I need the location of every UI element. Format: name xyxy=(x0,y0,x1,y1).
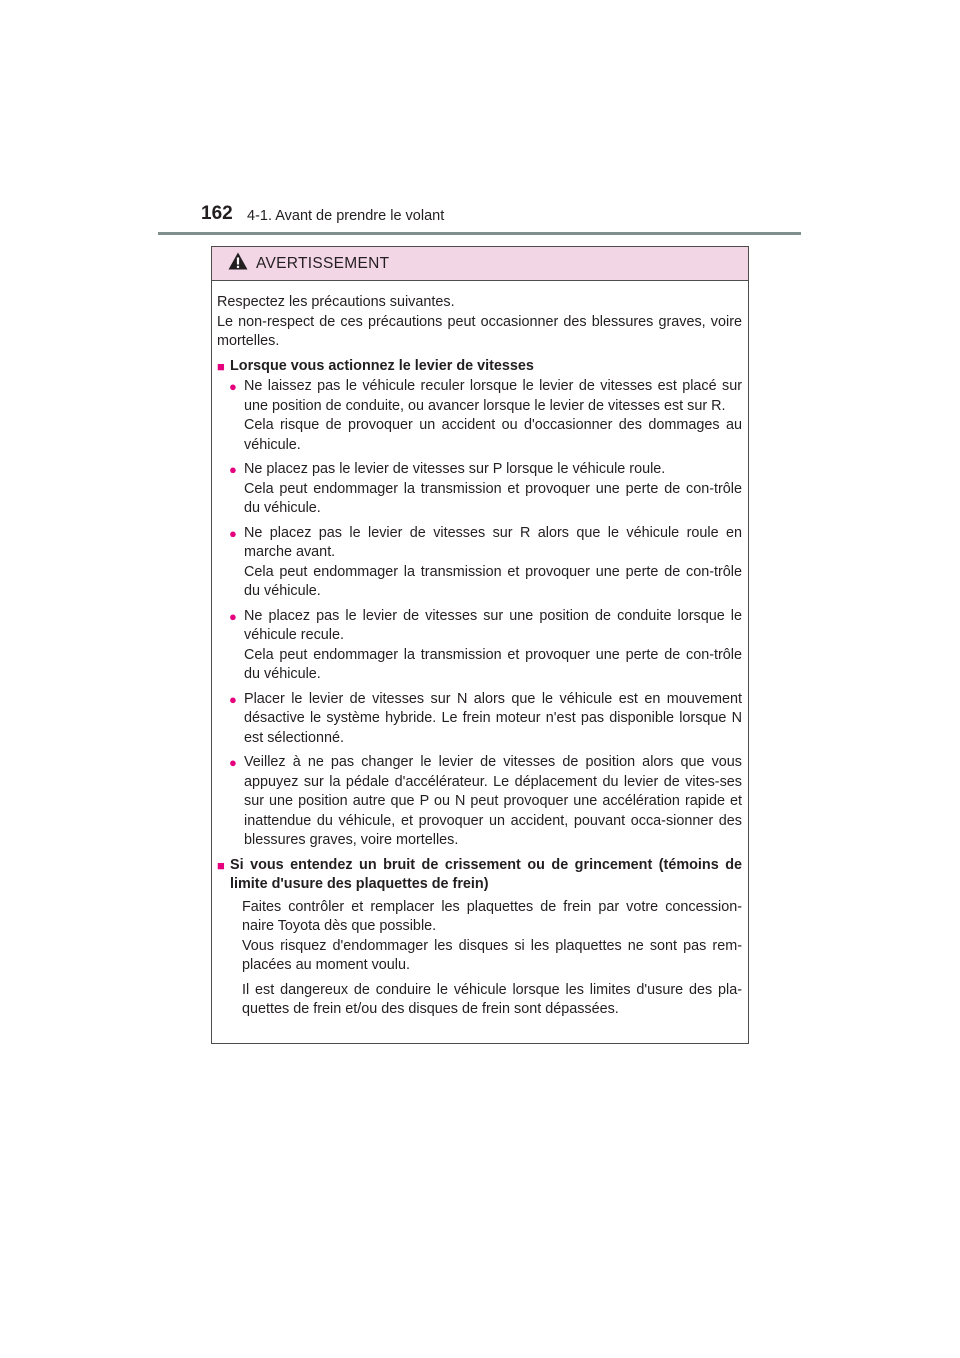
warning-box xyxy=(211,246,749,1044)
paragraph-line: Faites contrôler et remplacer les plaquettes de frein par votre concession-naire Toyota dès que possible. xyxy=(242,898,742,934)
bullet-line: Cela peut endommager la transmission et provoquer une perte de con-trôle du véhicule. xyxy=(244,646,742,682)
bullet-line: Ne placez pas le levier de vitesses sur une position de conduite lorsque le véhicule recule. xyxy=(244,607,742,643)
bullet-item xyxy=(229,460,742,519)
warning-triangle-icon xyxy=(228,252,256,275)
bullet-line: Placer le levier de vitesses sur N alors que le véhicule est en mouvement désactive le système hybride. Le frein moteur n'est pas disponible lorsque N est sélectionné. xyxy=(244,690,742,746)
square-bullet-icon: ■ xyxy=(217,857,225,873)
section-paragraph xyxy=(242,981,742,1020)
section-heading: ■ Si vous entendez un bruit de crissement ou de grincement (témoins de limite d'usure des plaquettes de frein) xyxy=(217,856,742,895)
paragraph-line: Vous risquez d'endommager les disques si les plaquettes ne sont pas rem-placées au moment voulu. xyxy=(242,937,742,973)
circle-bullet-icon: ● xyxy=(229,379,237,394)
bullet-line: Cela peut endommager la transmission et provoquer une perte de con-trôle du véhicule. xyxy=(244,480,742,516)
intro-paragraph xyxy=(217,293,742,352)
warning-header xyxy=(212,247,748,281)
intro-line: Le non-respect de ces précautions peut occasionner des blessures graves, voire mortelles. xyxy=(217,313,742,349)
bullet-item xyxy=(229,753,742,851)
intro-line: Respectez les précautions suivantes. xyxy=(217,294,455,310)
section-heading: ■ Lorsque vous actionnez le levier de vitesses xyxy=(217,357,742,377)
section-title: 4-1. Avant de prendre le volant xyxy=(247,208,445,224)
warning-body xyxy=(212,281,748,1020)
bullet-line: Ne laissez pas le véhicule reculer lorsque le levier de vitesses est placé sur une position de conduite, ou avancer lorsque le levier de vitesses est sur R. xyxy=(244,378,742,414)
warning-title: AVERTISSEMENT xyxy=(256,254,390,272)
bullet-item xyxy=(229,377,742,455)
paragraph-line: Il est dangereux de conduire le véhicule lorsque les limites d'usure des pla-quettes de frein et/ou des disques de frein sont dépassées. xyxy=(242,981,742,1017)
circle-bullet-icon: ● xyxy=(229,608,237,624)
circle-bullet-icon: ● xyxy=(229,755,237,770)
section-paragraph xyxy=(242,898,742,976)
circle-bullet-icon: ● xyxy=(229,691,237,707)
bullet-item xyxy=(229,690,742,749)
page-number: 162 xyxy=(201,203,233,224)
header-rule xyxy=(158,232,801,235)
bullet-item xyxy=(229,607,742,685)
bullet-line: Ne placez pas le levier de vitesses sur P lorsque le véhicule roule. xyxy=(244,461,666,477)
bullet-line: Ne placez pas le levier de vitesses sur R alors que le véhicule roule en marche avant. xyxy=(244,524,742,560)
bullet-line: Cela peut endommager la transmission et provoquer une perte de con-trôle du véhicule. xyxy=(244,563,742,599)
circle-bullet-icon: ● xyxy=(229,525,237,541)
bullet-line: Veillez à ne pas changer le levier de vitesses de position alors que vous appuyez sur la pédale d'accélérateur. Le déplacement du levier de vites-ses sur une position autre que P ou N peut provoquer une accélération rapide et inattendue du véhicule, et provoquer un accident, pouvant occa-sionner des blessures graves, voire mortelles. xyxy=(244,754,742,848)
circle-bullet-icon: ● xyxy=(229,462,237,477)
square-bullet-icon: ■ xyxy=(217,358,225,374)
bullet-line: Cela risque de provoquer un accident ou d'occasionner des dommages au véhicule. xyxy=(244,417,742,453)
bullet-item xyxy=(229,524,742,602)
